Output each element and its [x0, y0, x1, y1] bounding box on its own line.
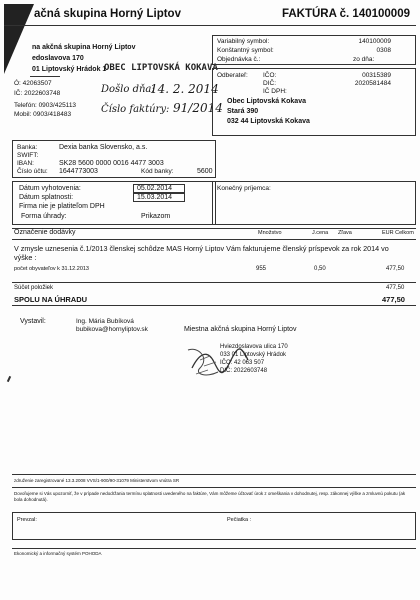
- col-description: Označenie dodávky: [14, 229, 76, 236]
- customer-city: 032 44 Liptovská Kokava: [227, 118, 310, 125]
- bank-code-value: 5600: [197, 168, 213, 175]
- stamp-municipality: OBEC LIPTOVSKÁ KOKAVA: [104, 63, 218, 73]
- col-quantity: Množstvo: [258, 230, 282, 236]
- customer-ico-value: 00315389: [362, 72, 391, 79]
- iban-value: SK28 5600 0000 0016 4477 3003: [59, 160, 164, 167]
- issuer-email: bubikova@hornyliptov.sk: [76, 326, 148, 333]
- stamp-delivered-value: 14. 2. 2014: [150, 82, 219, 96]
- order-date-label: zo dňa:: [353, 56, 375, 63]
- bank-code-label: Kód banky:: [141, 168, 174, 175]
- customer-street: Stará 390: [227, 108, 259, 115]
- payment-form-value: Prikazom: [141, 213, 171, 220]
- supplier-mobile: Mobil: 0903/418483: [14, 111, 72, 118]
- invoice-header: [4, 4, 416, 26]
- final-recipient-box: [212, 181, 416, 225]
- customer-ico-label: IČO:: [263, 72, 277, 79]
- issuer-name: Ing. Mária Bubíková: [76, 318, 134, 325]
- payment-symbols-box: [212, 35, 416, 65]
- stamp-invoice-no-value: 91/2014: [173, 101, 223, 115]
- row-unit-price: 0,50: [314, 266, 326, 272]
- bank-label: Banka:: [17, 144, 38, 151]
- header-org-name: ačná skupina Horný Liptov: [34, 8, 181, 20]
- col-discount: Zľava: [338, 230, 352, 236]
- account-label: Číslo účtu:: [17, 168, 48, 175]
- issue-date-label: Dátum vyhotovenia:: [19, 185, 81, 192]
- stamp-label: Pečiatka :: [227, 517, 252, 523]
- iban-label: IBAN:: [17, 160, 34, 167]
- customer-dic-value: 2020581484: [354, 80, 391, 87]
- receipt-box: [12, 512, 416, 540]
- bank-name: Dexia banka Slovensko, a.s.: [59, 144, 148, 151]
- issue-date-value: 05.02.2014: [137, 185, 173, 192]
- customer-box: [212, 68, 416, 136]
- supplier-ico: Ó: 42063507: [14, 80, 52, 87]
- row-total: 477,50: [386, 266, 405, 272]
- supplier-name: na akčná skupina Horný Liptov: [32, 44, 136, 51]
- seal-line-2: Hviezdoslavova ulica 170: [220, 344, 288, 350]
- software-note: Ekonomický a informačný systém POHODA: [14, 551, 102, 556]
- payment-form-label: Forma úhrady:: [21, 213, 67, 220]
- stamp-invoice-no-label: Číslo faktúry:: [101, 104, 170, 115]
- customer-name: Obec Liptovská Kokava: [227, 98, 306, 105]
- row-quantity: 955: [256, 266, 267, 272]
- const-symbol-value: 0308: [376, 47, 391, 54]
- stamp-delivered-label: Došlo dňa:: [101, 84, 155, 95]
- var-symbol-label: Variabilný symbol:: [217, 38, 270, 45]
- subtotal-label: Súčet položiek: [14, 285, 54, 291]
- row-label: počet obyvateľov k 31.12.2013: [14, 266, 89, 272]
- dates-box: [12, 181, 216, 225]
- account-value: 1644773003: [59, 168, 98, 175]
- const-symbol-label: Konštantný symbol:: [217, 47, 274, 54]
- total-due-label: SPOLU NA ÚHRADU: [14, 295, 88, 304]
- final-recipient-label: Konečný príjemca:: [217, 185, 271, 192]
- supplier-dic: IČ: 2022603748: [14, 90, 61, 97]
- footer-rule-3: [12, 548, 416, 549]
- totals-rule: [12, 305, 416, 306]
- footer-rule-2: [12, 487, 416, 488]
- customer-label: Odberateľ:: [217, 72, 248, 79]
- due-date-value: 15.03.2014: [137, 194, 173, 201]
- supplier-city: 01 Liptovský Hrádok 1: [32, 66, 107, 73]
- col-total: EUR Celkom: [382, 230, 414, 236]
- issuer-label: Vystavil:: [20, 318, 46, 325]
- footer-rule-1: [12, 474, 416, 475]
- supplier-phone: Telefón: 0903/425113: [14, 102, 77, 109]
- registration-note: združenie zaregistrované 13.3.2008 VVS/1-900/90-31079 Ministerstvom vnútra SR: [14, 478, 180, 483]
- order-label: Objednávka č.:: [217, 56, 261, 63]
- received-by-label: Prevzal:: [17, 517, 37, 523]
- supplier-street: edoslavova 170: [32, 55, 84, 62]
- margin-mark: [7, 376, 11, 382]
- seal-line-4: IČO: 42 063 507: [220, 360, 265, 366]
- total-due-value: 477,50: [382, 295, 405, 304]
- due-date-label: Dátum splatnosti:: [19, 194, 74, 201]
- payment-notice: Dovoľujeme si Vás upozorniť, že v prípade nedodržania termínu splatnosti uvedeného na faktúre, Vám môžeme účtovať úrok z omeškania v dohodnutej, resp. zákonnej výške a zmluvnú pokutu (ak bola dohodnutá).: [14, 491, 406, 502]
- bank-box: [12, 140, 216, 178]
- col-unit-price: J.cena: [312, 230, 329, 236]
- customer-icdph-label: IČ DPH:: [263, 88, 287, 95]
- seal-line-1: Miestna akčná skupina Horný Liptov: [184, 326, 297, 333]
- invoice-title: FAKTÚRA č. 140100009: [281, 8, 410, 20]
- underline: [30, 76, 60, 77]
- table-header-rule: [12, 239, 416, 240]
- item-description: V zmysle uznesenia č.1/2013 členskej schôdze MAS Horný Liptov Vám fakturujeme členský príspevok za rok 2014 vo výške :: [14, 244, 389, 262]
- seal-signature: [170, 322, 340, 392]
- subtotal-value: 477,50: [386, 285, 405, 291]
- seal-line-3: 033 01 Liptovský Hrádok: [220, 352, 287, 358]
- vat-note: Firma nie je platiteľom DPH: [19, 203, 105, 210]
- customer-dic-label: DIČ:: [263, 80, 276, 87]
- var-symbol-value: 140100009: [358, 38, 391, 45]
- seal-line-5: DIČ: 2022603748: [220, 368, 268, 374]
- swift-label: SWIFT:: [17, 152, 39, 159]
- table-bottom-rule: [12, 282, 416, 283]
